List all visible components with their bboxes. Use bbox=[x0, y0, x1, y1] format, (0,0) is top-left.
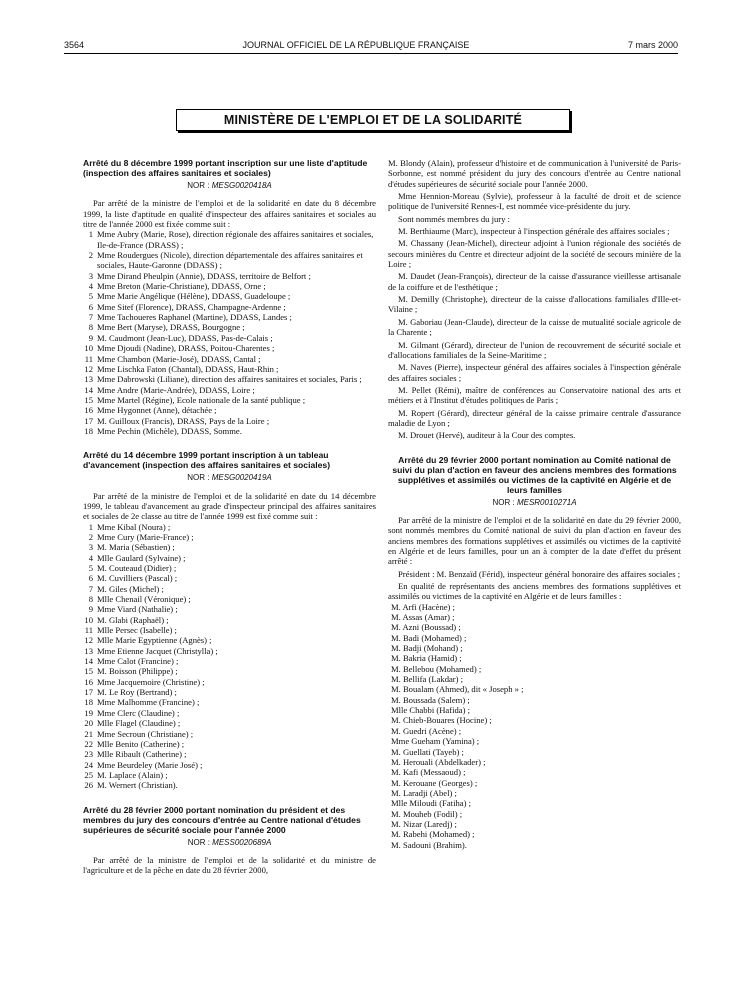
arrete4-intro: Par arrêté de la ministre de l'emploi et de la solidarité en date du 29 février 2000, sont nommés membres du Comité national de suivi du plan d'action en faveur des anciens membres des formations supplétives et assimilés ou victimes de la captivité en Algérie et de leurs familles, pour un an à compter de la date d'effet du présent arrêté : bbox=[388, 514, 681, 567]
list-item: M. Assas (Amar) ; bbox=[391, 612, 455, 623]
ministry-title: MINISTÈRE DE L'EMPLOI ET DE LA SOLIDARITÉ bbox=[223, 113, 523, 127]
list-item bbox=[83, 553, 376, 563]
item-number: 17 bbox=[84, 415, 93, 426]
nor-label: NOR : bbox=[187, 181, 210, 190]
arrete1-nor bbox=[83, 181, 376, 191]
item-number: 2 bbox=[88, 250, 93, 261]
item-text: Mme Calot (Francine) ; bbox=[97, 656, 179, 667]
list-item: M. Boussada (Salem) ; bbox=[391, 694, 470, 705]
item-number: 8 bbox=[88, 594, 93, 605]
item-number: 15 bbox=[84, 666, 93, 677]
arrete3-title: Arrêté du 28 février 2000 portant nomination du président et des membres du jury des concours d'entrée au Centre national d'études supérieures de sécurité sociale pour l'année 2000 bbox=[83, 804, 361, 835]
item-text: Mme Tachoueres Raphanel (Martine), DDASS, Landes ; bbox=[97, 312, 292, 323]
item-text: Mme Lischka Faton (Chantal), DDASS, Haut-Rhin ; bbox=[97, 363, 279, 374]
nor-code: MESG0020419A bbox=[211, 473, 272, 483]
list-item bbox=[83, 312, 376, 322]
list-item bbox=[83, 302, 376, 312]
item-number: 16 bbox=[84, 676, 93, 687]
item-text: Mlle Flagel (Claudine) ; bbox=[97, 718, 181, 729]
item-text: Mme Breton (Marie-Christiane), DDASS, Orne ; bbox=[97, 281, 266, 292]
item-number: 18 bbox=[84, 697, 93, 708]
list-item: M. Guellati (Tayeb) ; bbox=[391, 746, 464, 757]
item-number: 22 bbox=[84, 738, 93, 749]
item-text: M. Cuvilliers (Pascal) ; bbox=[97, 573, 178, 584]
item-text: M. Boisson (Philippe) ; bbox=[97, 666, 178, 677]
item-number: 8 bbox=[88, 322, 93, 333]
list-item: M. Kerouane (Georges) ; bbox=[391, 777, 478, 788]
item-number: 12 bbox=[84, 363, 93, 374]
item-number: 10 bbox=[84, 343, 93, 354]
arrete4-title: Arrêté du 29 février 2000 portant nomination au Comité national de suivi du plan d'action en faveur des anciens membres des formations supplétives et assimilés ou victimes de la captivité en Algérie et de leurs familles bbox=[392, 454, 677, 495]
list-item bbox=[83, 677, 376, 687]
item-number: 17 bbox=[84, 687, 93, 698]
list-item: M. Guedri (Acène) ; bbox=[391, 725, 462, 736]
list-item: M. Berthiaume (Marc), inspecteur à l'inspection générale des affaires sociales ; bbox=[398, 226, 670, 237]
item-number: 13 bbox=[84, 645, 93, 656]
nor-label: NOR : bbox=[492, 497, 515, 507]
item-text: Mme Kibal (Noura) ; bbox=[97, 521, 171, 532]
list-item bbox=[83, 563, 376, 573]
list-item bbox=[83, 322, 376, 332]
arrete3-intro: Par arrêté de la ministre de l'emploi et de la solidarité et du ministre de l'agriculture et de la pêche en date du 28 février 2000, bbox=[83, 854, 376, 876]
list-item bbox=[83, 739, 376, 749]
item-number: 11 bbox=[84, 625, 93, 636]
ministry-title-box bbox=[176, 109, 570, 131]
item-number: 25 bbox=[84, 769, 93, 780]
item-text: M. Le Roy (Bertrand) ; bbox=[97, 687, 177, 698]
item-text: Mme Djoudi (Nadine), DRASS, Poitou-Charentes ; bbox=[97, 343, 275, 354]
list-item bbox=[83, 604, 376, 614]
list-item bbox=[83, 522, 376, 532]
item-text: Mme Dirand Pheulpin (Annie), DDASS, territoire de Belfort ; bbox=[97, 270, 311, 281]
item-number: 1 bbox=[88, 229, 93, 240]
list-item: M. Daudet (Jean-François), directeur de la caisse d'assurance vieillesse artisanale de la coiffure et de l'esthétique ; bbox=[388, 271, 681, 292]
arrete1-title: Arrêté du 8 décembre 1999 portant inscription sur une liste d'aptitude (inspection des affaires sanitaires et sociales) bbox=[83, 158, 368, 178]
list-item bbox=[83, 749, 376, 759]
list-item: M. Azni (Boussad) ; bbox=[391, 622, 461, 633]
list-item bbox=[83, 291, 376, 301]
item-number: 5 bbox=[88, 563, 93, 573]
nor-code: MESG0020418A bbox=[211, 181, 272, 190]
list-item: M. Kafi (Messaoud) ; bbox=[391, 767, 466, 778]
item-number: 24 bbox=[84, 759, 93, 770]
item-text: Mme Martel (Régine), Ecole nationale de la santé publique ; bbox=[97, 394, 306, 405]
arrete1-list bbox=[83, 229, 376, 436]
item-number: 5 bbox=[88, 291, 93, 302]
list-item bbox=[83, 364, 376, 374]
list-item: M. Herouali (Abdelkader) ; bbox=[391, 756, 486, 767]
item-text: M. Wernert (Christian). bbox=[97, 780, 178, 791]
list-item bbox=[83, 615, 376, 625]
item-number: 11 bbox=[84, 353, 93, 364]
list-item: M. Badi (Mohamed) ; bbox=[391, 632, 467, 643]
nor-label: NOR : bbox=[187, 473, 210, 483]
list-item: M. Arfi (Hacène) ; bbox=[391, 601, 455, 612]
item-text: M. Glabi (Raphaël) ; bbox=[97, 614, 169, 625]
item-number: 3 bbox=[88, 270, 93, 281]
list-item: M. Badji (Mohand) ; bbox=[391, 643, 463, 654]
list-item bbox=[83, 281, 376, 291]
list-item: M. Ropert (Gérard), directeur général de la caisse primaire centrale d'assurance maladie de Lyon ; bbox=[388, 407, 681, 428]
list-item bbox=[83, 271, 376, 281]
item-text: Mme Malhomme (Francine) ; bbox=[97, 697, 200, 708]
item-text: Mme Viard (Nathalie) ; bbox=[97, 604, 178, 615]
item-text: Mme Hygonnet (Anne), détachée ; bbox=[97, 405, 217, 416]
item-number: 26 bbox=[84, 780, 93, 791]
issue-date: 7 mars 2000 bbox=[627, 40, 678, 50]
nor-code: MESS0020689A bbox=[212, 837, 272, 847]
item-number: 12 bbox=[84, 635, 93, 646]
list-item bbox=[83, 780, 376, 790]
arrete2-nor bbox=[83, 473, 376, 483]
arrete2-title: Arrêté du 14 décembre 1999 portant inscription à un tableau d'avancement (inspection des affaires sanitaires et sociales) bbox=[83, 450, 331, 471]
arrete4-nor bbox=[388, 498, 681, 508]
item-text: Mlle Marie Egyptienne (Agnès) ; bbox=[97, 635, 212, 646]
list-item bbox=[83, 687, 376, 697]
list-item bbox=[83, 250, 376, 271]
item-text: Mme Etienne Jacquet (Christylla) ; bbox=[97, 645, 218, 656]
nor-code: MESR0010271A bbox=[516, 497, 577, 507]
list-item bbox=[83, 374, 376, 384]
list-item bbox=[83, 573, 376, 583]
list-item bbox=[83, 594, 376, 604]
list-item: Mlle Chabbi (Hafida) ; bbox=[391, 705, 470, 716]
list-item bbox=[83, 770, 376, 780]
list-item: M. Bellebou (Mohamed) ; bbox=[391, 663, 482, 674]
item-text: Mme Dabrowski (Liliane), direction des affaires sanitaires et sociales, Paris ; bbox=[97, 374, 362, 385]
list-item: M. Pellet (Rémi), maître de conférences au Conservatoire national des arts et métiers et à l'Institut d'études politiques de Paris ; bbox=[388, 384, 681, 406]
item-number: 4 bbox=[88, 552, 93, 563]
item-number: 1 bbox=[88, 521, 93, 532]
item-text: Mme Roudergues (Nicole), direction départementale des affaires sanitaires et sociales, Haute-Garonne (DDASS) ; bbox=[97, 250, 363, 271]
header-rule bbox=[64, 53, 678, 54]
list-item bbox=[83, 666, 376, 676]
list-item bbox=[83, 708, 376, 718]
list-item: M. Demilly (Christophe), directeur de la caisse d'allocations familiales d'Ille-et-Vilaine ; bbox=[388, 294, 681, 315]
item-number: 19 bbox=[84, 707, 93, 718]
item-text: Mme Aubry (Marie, Rose), direction régionale des affaires sanitaires et sociales, Ile-de-France (DRASS) ; bbox=[97, 229, 374, 250]
right-column bbox=[388, 158, 681, 850]
list-item: M. Mouheb (Fodil) ; bbox=[391, 808, 463, 819]
list-item bbox=[83, 395, 376, 405]
list-item bbox=[83, 718, 376, 728]
item-number: 7 bbox=[88, 312, 93, 323]
list-item: M. Bellifa (Lakdar) ; bbox=[391, 674, 464, 685]
list-item bbox=[83, 343, 376, 353]
list-item: M. Laradji (Abel) ; bbox=[391, 787, 457, 798]
running-header bbox=[64, 40, 678, 50]
journal-title: JOURNAL OFFICIEL DE LA RÉPUBLIQUE FRANÇAISE bbox=[242, 40, 470, 50]
list-item: M. Gilmant (Gérard), directeur de l'union de recouvrement de sécurité sociale et d'allocations familiales de la Seine-Maritime ; bbox=[388, 339, 681, 360]
arrete3-nor bbox=[83, 838, 376, 848]
item-number: 10 bbox=[84, 614, 93, 625]
item-number: 18 bbox=[84, 425, 93, 436]
list-item bbox=[83, 385, 376, 395]
list-item bbox=[83, 729, 376, 739]
nor-label: NOR : bbox=[187, 837, 210, 847]
item-text: Mme Secroun (Christiane) ; bbox=[97, 728, 194, 739]
arrete4-president: Président : M. Benzaïd (Férid), inspecteur général honoraire des affaires sociales ; bbox=[398, 568, 681, 579]
list-item: Mlle Miloudi (Fatiha) ; bbox=[391, 798, 471, 809]
item-number: 4 bbox=[88, 281, 93, 292]
item-text: M. Guilloux (Francis), DRASS, Pays de la Loire ; bbox=[97, 415, 270, 426]
item-text: Mme Pechin (Michèle), DDASS, Somme. bbox=[97, 425, 242, 436]
item-text: Mlle Gaulard (Sylvaine) ; bbox=[97, 552, 186, 563]
left-column bbox=[83, 158, 376, 876]
item-number: 7 bbox=[88, 583, 93, 594]
arrete3-jury-list bbox=[388, 226, 681, 441]
page-number: 3564 bbox=[64, 40, 85, 50]
arrete2-list bbox=[83, 522, 376, 791]
list-item: M. Chieb-Bouares (Hocine) ; bbox=[391, 715, 492, 726]
arrete3-members-heading: Sont nommés membres du jury : bbox=[398, 213, 510, 224]
list-item bbox=[83, 635, 376, 645]
list-item: M. Bakria (Hamid) ; bbox=[391, 653, 462, 664]
item-text: M. Laplace (Alain) ; bbox=[97, 769, 168, 780]
item-text: Mme Beurdeley (Marie José) ; bbox=[97, 759, 203, 770]
arrete4-members-list bbox=[388, 602, 681, 850]
list-item bbox=[83, 354, 376, 364]
arrete4-qualite: En qualité de représentants des anciens membres des formations supplétives et assimilés ou victimes de la captivité en Algérie et de leurs familles : bbox=[388, 581, 681, 602]
arrete2-intro: Par arrêté de la ministre de l'emploi et de la solidarité en date du 14 décembre 1999, le tableau d'avancement au grade d'inspecteur principal des affaires sanitaires et sociales de 2e classe au titre de l'année 1999 est fixé comme suit : bbox=[83, 490, 376, 522]
item-text: M. Couteaud (Didier) ; bbox=[97, 563, 177, 573]
list-item: M. Drouet (Hervé), auditeur à la Cour des comptes. bbox=[398, 430, 576, 441]
list-item bbox=[83, 656, 376, 666]
item-text: Mme Clerc (Claudine) ; bbox=[97, 707, 180, 718]
item-number: 15 bbox=[84, 394, 93, 405]
item-text: Mlle Chenail (Véronique) ; bbox=[97, 594, 191, 605]
list-item bbox=[83, 584, 376, 594]
item-number: 20 bbox=[84, 718, 93, 729]
list-item: M. Chassany (Jean-Michel), directeur adjoint à l'union régionale des sociétés de secours minières du Centre et directeur adjoint de la société de secours minière de la Loire ; bbox=[388, 238, 681, 270]
list-item bbox=[83, 532, 376, 542]
item-text: Mme Jacquemoire (Christine) ; bbox=[97, 676, 205, 687]
list-item: M. Naves (Pierre), inspecteur général des affaires sociales à l'inspection générale des affaires sociales ; bbox=[388, 362, 681, 383]
item-number: 13 bbox=[84, 374, 93, 385]
item-text: Mme Marie Angélique (Hélène), DDASS, Guadeloupe ; bbox=[97, 291, 291, 302]
item-number: 14 bbox=[84, 656, 93, 667]
list-item bbox=[83, 416, 376, 426]
item-text: M. Caudmont (Jean-Luc), DDASS, Pas-de-Calais ; bbox=[97, 332, 273, 343]
item-text: Mme Chambon (Marie-José), DDASS, Cantal ; bbox=[97, 353, 261, 364]
list-item: Mme Gueham (Yamina) ; bbox=[391, 736, 480, 747]
list-item bbox=[83, 426, 376, 436]
list-item bbox=[83, 542, 376, 552]
item-text: Mlle Ribault (Catherine) ; bbox=[97, 749, 187, 760]
arrete1-intro: Par arrêté de la ministre de l'emploi et de la solidarité en date du 8 décembre 1999, la liste d'aptitude en qualité d'inspecteur des affaires sanitaires et sociales au titre de l'année 2000 est fixée comme suit : bbox=[83, 198, 376, 230]
item-number: 14 bbox=[84, 384, 93, 395]
item-number: 9 bbox=[88, 332, 93, 343]
list-item bbox=[83, 760, 376, 770]
list-item bbox=[83, 646, 376, 656]
item-number: 16 bbox=[84, 405, 93, 416]
item-number: 9 bbox=[88, 604, 93, 615]
item-text: Mme Sitef (Florence), DRASS, Champagne-Ardenne ; bbox=[97, 301, 286, 312]
item-number: 3 bbox=[88, 542, 93, 553]
list-item bbox=[83, 405, 376, 415]
arrete3-president-paragraph: M. Blondy (Alain), professeur d'histoire et de communication à l'université de Paris-Sorbonne, est nommé président du jury des concours d'entrée au Centre national d'études supérieures de sécurité sociale pour l'année 2000. bbox=[388, 158, 681, 189]
item-text: Mlle Persec (Isabelle) ; bbox=[97, 625, 177, 636]
item-text: Mme Andre (Marie-Andrée), DDASS, Loire ; bbox=[97, 384, 255, 395]
list-item: M. Boualam (Ahmed), dit « Joseph » ; bbox=[391, 684, 524, 695]
item-number: 23 bbox=[84, 749, 93, 760]
item-text: Mme Bert (Maryse), DRASS, Bourgogne ; bbox=[97, 322, 245, 333]
item-text: Mlle Benito (Catherine) ; bbox=[97, 738, 185, 749]
item-text: M. Giles (Michel) ; bbox=[97, 583, 164, 594]
list-item bbox=[83, 229, 376, 250]
item-text: M. Maria (Sébastien) ; bbox=[97, 542, 175, 553]
item-number: 6 bbox=[88, 301, 93, 312]
item-number: 21 bbox=[84, 728, 93, 739]
list-item bbox=[83, 625, 376, 635]
list-item: M. Nizar (Laredj) ; bbox=[391, 818, 457, 829]
list-item: M. Sadouni (Brahim). bbox=[391, 839, 467, 850]
list-item bbox=[83, 333, 376, 343]
arrete3-vice-president-paragraph: Mme Hennion-Moreau (Sylvie), professeur à la faculté de droit et de science politique de l'université Rennes-I, est nommée vice-présidente du jury. bbox=[388, 191, 681, 212]
item-number: 2 bbox=[88, 531, 93, 542]
list-item: M. Gaboriau (Jean-Claude), directeur de la caisse de mutualité sociale agricole de la Charente ; bbox=[388, 316, 681, 338]
list-item: M. Rabehi (Mohamed) ; bbox=[391, 829, 475, 840]
item-number: 6 bbox=[88, 573, 93, 584]
list-item bbox=[83, 697, 376, 707]
item-text: Mme Cury (Marie-France) ; bbox=[97, 531, 194, 542]
